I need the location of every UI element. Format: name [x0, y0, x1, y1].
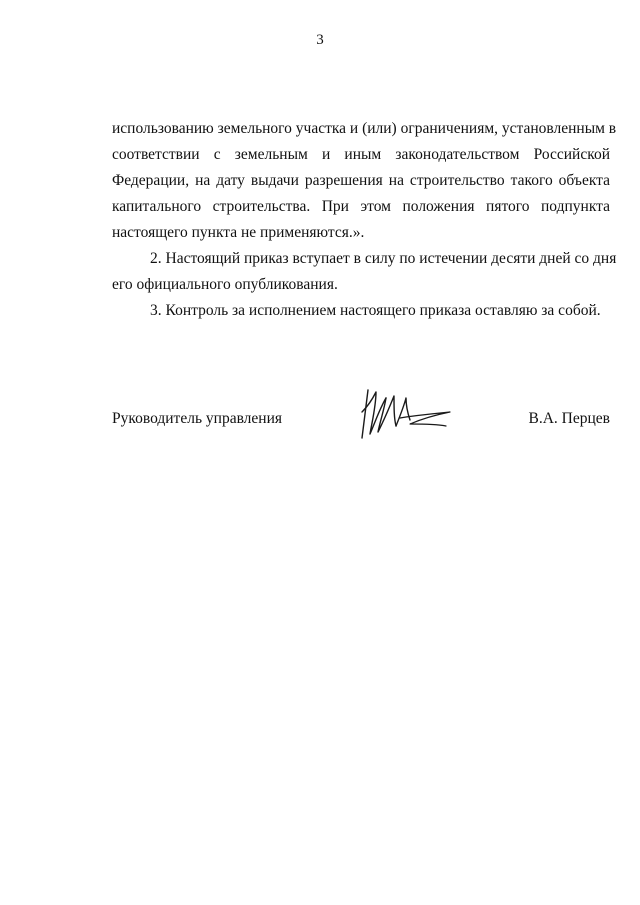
signatory-name: В.А. Перцев: [528, 410, 610, 427]
text-line: капитального строительства. При этом положения пятого подпункта: [112, 198, 610, 215]
item-3-line: 3. Контроль за исполнением настоящего приказа оставляю за собой.: [150, 302, 601, 319]
handwritten-signature: [350, 382, 458, 452]
text-line: соответствии с земельным и иным законодательством Российской: [112, 146, 610, 163]
text-line: настоящего пункта не применяются.».: [112, 224, 365, 241]
signature-block: [112, 408, 610, 458]
text-line: использованию земельного участка и (или) ограничениям, установленным в: [112, 120, 617, 137]
document-body: [112, 116, 617, 324]
text-line: Федерации, на дату выдачи разрешения на строительство такого объекта: [112, 172, 610, 189]
item-2-line: 2. Настоящий приказ вступает в силу по истечении десяти дней со дня: [150, 250, 617, 267]
signatory-title: Руководитель управления: [112, 410, 283, 427]
item-2-line: его официального опубликования.: [112, 276, 338, 293]
page-number: 3: [316, 32, 324, 48]
